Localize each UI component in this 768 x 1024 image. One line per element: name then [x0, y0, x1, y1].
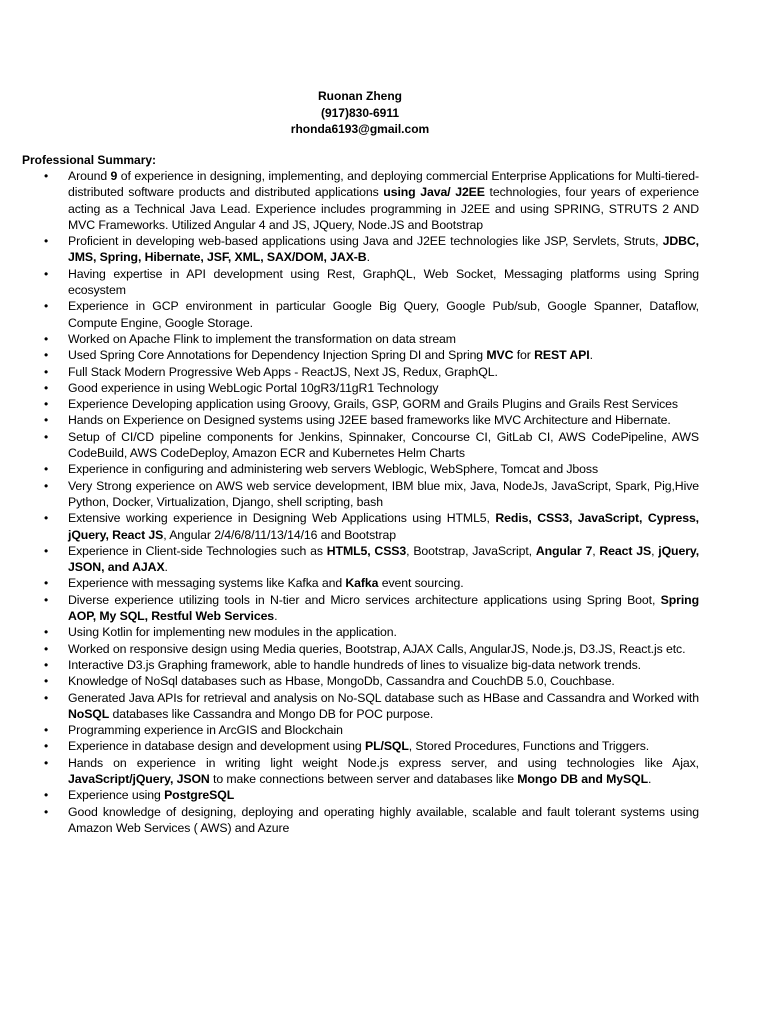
summary-item-text: , Bootstrap, JavaScript, — [406, 543, 536, 558]
summary-item-text: Hands on Experience on Designed systems using J2EE based frameworks like MVC Architecture and Hibernate. — [68, 413, 671, 428]
summary-item-bold-text: 9 — [110, 169, 118, 183]
summary-item-text: of experience in designing, implementing, and deploying commercial Enterprise Applications for Multi-tiered-distributed software products and distributed applications — [68, 169, 699, 200]
bullet-icon: • — [44, 169, 49, 183]
bullet-icon: • — [44, 462, 49, 477]
summary-item-text: , — [651, 543, 659, 558]
bullet-icon: • — [44, 641, 49, 656]
candidate-email: rhonda6193@gmail.com — [290, 122, 430, 136]
summary-item — [0, 298, 699, 331]
summary-item — [0, 380, 699, 396]
summary-item-text: Proficient in developing web-based applications using Java and J2EE technologies like JSP, Servlets, Struts, — [68, 234, 663, 249]
summary-item-bold-text: JDBC, JMS, Spring, Hibernate, JSF, XML, SAX/DOM, JAX-B — [68, 234, 699, 265]
summary-item — [0, 755, 699, 788]
summary-item-bold-text: jQuery, JSON, and AJAX — [68, 543, 700, 575]
summary-item-text: . — [164, 560, 168, 575]
summary-item-text: Full Stack Modern Progressive Web Apps - ReactJS, Next JS, Redux, GraphQL. — [68, 364, 498, 379]
summary-item-text: Generated Java APIs for retrieval and analysis on No-SQL database such as HBase and Cassandra and Worked with — [68, 690, 699, 705]
summary-item — [0, 575, 699, 591]
summary-item-text: Experience Developing application using Groovy, Grails, GSP, GORM and Grails Plugins and Grails Rest Services — [68, 397, 678, 412]
bullet-icon: • — [44, 364, 49, 379]
summary-item-text: Extensive working experience in Designing Web Applications using HTML5, — [68, 511, 496, 526]
summary-item-text: . — [589, 348, 593, 363]
summary-item — [0, 266, 699, 299]
summary-item-text: Hands on experience in writing light weight Node.js express server, and using technologies like Ajax, — [68, 755, 699, 770]
summary-item-text: Good experience in using WebLogic Portal 10gR3/11gR1 Technology — [68, 380, 439, 395]
summary-item-text: event sourcing. — [378, 576, 464, 591]
summary-item — [0, 331, 699, 347]
summary-item — [0, 429, 699, 462]
bullet-icon: • — [44, 299, 49, 314]
bullet-icon: • — [44, 234, 49, 249]
summary-item-text: Experience in configuring and administering web servers Weblogic, WebSphere, Tomcat and Jboss — [68, 462, 599, 477]
summary-item-bold-text: Mongo DB and MySQL — [517, 771, 648, 786]
bullet-icon: • — [44, 348, 49, 363]
summary-item-text: Very Strong experience on AWS web service development, IBM blue mix, Java, NodeJs, JavaScript, Spark, Pig,Hive Python, Docker, Virtualization, Django, shell scripting, bash — [68, 478, 699, 509]
summary-item-text: technologies, four years of experience acting as a Technical Java Lead. Experience includes programming in J2EE and using SPRING, STRUTS 2 AND MVC Frameworks. Utilized Angular 4 and JS, JQuery, Node.JS and Bootstrap — [68, 185, 699, 232]
summary-item — [0, 592, 699, 625]
summary-item — [0, 396, 699, 412]
summary-item — [0, 624, 699, 640]
bullet-icon: • — [44, 657, 49, 672]
summary-item-text: , — [592, 543, 600, 558]
summary-item-text: Diverse experience utilizing tools in N-tier and Micro services architecture applications using Spring Boot, — [68, 592, 661, 607]
summary-item-text: Worked on responsive design using Media queries, Bootstrap, AJAX Calls, AngularJS, Node.js, D3.JS, React.js etc. — [68, 641, 686, 656]
summary-item-text: Experience in database design and development using — [68, 739, 365, 754]
summary-item-text: to make connections between server and databases like — [209, 771, 518, 786]
section-title-professional-summary: Professional Summary: — [22, 153, 157, 167]
summary-item-text: Around — [68, 169, 111, 183]
bullet-icon: • — [44, 576, 49, 591]
summary-item — [0, 510, 699, 543]
bullet-icon: • — [44, 266, 49, 281]
summary-item-text: , Stored Procedures, Functions and Triggers. — [408, 739, 650, 754]
summary-item-bold-text: Spring AOP, My SQL, Restful Web Services — [68, 592, 699, 624]
summary-item-bold-text: HTML5, CSS3 — [326, 543, 407, 558]
bullet-icon: • — [44, 592, 49, 607]
bullet-icon: • — [44, 788, 49, 803]
bullet-icon: • — [44, 739, 49, 754]
bullet-icon: • — [44, 543, 49, 558]
summary-item-text: Programming experience in ArcGIS and Blockchain — [68, 723, 343, 738]
summary-item — [0, 347, 699, 363]
bullet-icon: • — [44, 511, 49, 526]
summary-item — [0, 722, 699, 738]
resume-header — [0, 88, 720, 138]
summary-item — [0, 478, 699, 511]
summary-item-bold-text: REST API — [534, 348, 590, 363]
summary-item-text: databases like Cassandra and Mongo DB for POC purpose. — [109, 706, 434, 721]
summary-item-bold-text: JavaScript/jQuery, JSON — [68, 771, 210, 786]
summary-item — [0, 461, 699, 477]
summary-item — [0, 543, 699, 576]
summary-item — [0, 641, 699, 657]
summary-item-text: for — [513, 348, 535, 363]
summary-item-text: . — [366, 250, 370, 265]
summary-item-text: , Angular 2/4/6/8/11/13/14/16 and Bootstrap — [163, 527, 396, 542]
bullet-icon: • — [44, 478, 49, 493]
summary-item-bold-text: NoSQL — [68, 706, 110, 721]
candidate-phone: (917)830-6911 — [320, 105, 400, 120]
bullet-icon: • — [44, 331, 49, 346]
summary-item-bold-text: PostgreSQL — [164, 788, 235, 803]
summary-item — [0, 804, 699, 837]
summary-item-bold-text: Kafka — [345, 576, 379, 591]
summary-item-text: Experience in Client-side Technologies such as — [68, 543, 327, 558]
bullet-icon: • — [44, 625, 49, 640]
summary-item — [0, 673, 699, 689]
bullet-icon: • — [44, 429, 49, 444]
summary-item-text: Used Spring Core Annotations for Dependency Injection Spring DI and Spring — [68, 348, 487, 363]
summary-item-bold-text: Angular 7 — [535, 543, 593, 558]
summary-item-text: Setup of CI/CD pipeline components for Jenkins, Spinnaker, Concourse CI, GitLab CI, AWS CodePipeline, AWS CodeBuild, AWS CodeDeploy, Amazon ECR and Kubernetes Helm Charts — [68, 429, 699, 461]
candidate-name: Ruonan Zheng — [318, 89, 402, 103]
summary-item-bold-text: MVC — [486, 348, 514, 363]
summary-item-text: . — [648, 771, 652, 786]
professional-summary-list — [0, 168, 700, 836]
summary-item — [0, 657, 699, 673]
summary-item-bold-text: React JS — [599, 543, 652, 558]
summary-item — [0, 233, 699, 266]
bullet-icon: • — [44, 804, 49, 819]
summary-item — [0, 787, 699, 803]
summary-item-bold-text: using Java/ J2EE — [383, 185, 485, 200]
summary-item-bold-text: PL/SQL — [364, 739, 409, 754]
summary-item — [0, 690, 699, 723]
bullet-icon: • — [44, 674, 49, 689]
bullet-icon: • — [44, 413, 49, 428]
summary-item — [0, 412, 699, 428]
summary-item-text: Having expertise in API development using Rest, GraphQL, Web Socket, Messaging platforms using Spring ecosystem — [68, 266, 699, 298]
summary-item — [0, 364, 699, 380]
summary-item — [0, 738, 699, 754]
bullet-icon: • — [44, 755, 49, 770]
summary-item-text: Experience in GCP environment in particular Google Big Query, Google Pub/sub, Google Spanner, Dataflow, Compute Engine, Google Storage. — [68, 299, 699, 330]
bullet-icon: • — [44, 690, 49, 705]
summary-item-text: Experience with messaging systems like Kafka and — [68, 576, 346, 591]
bullet-icon: • — [44, 723, 49, 738]
bullet-icon: • — [44, 380, 49, 395]
summary-item-text: Knowledge of NoSql databases such as Hbase, MongoDb, Cassandra and CouchDB 5.0, Couchbase. — [68, 674, 615, 689]
summary-item-text: Worked on Apache Flink to implement the transformation on data stream — [68, 331, 456, 346]
summary-item-text: Interactive D3.js Graphing framework, able to handle hundreds of lines to visualize big-data network trends. — [68, 657, 641, 672]
summary-item-text: Good knowledge of designing, deploying and operating highly available, scalable and fault tolerant systems using Amazon Web Services ( AWS) and Azure — [68, 804, 699, 835]
summary-item-bold-text: Redis, CSS3, JavaScript, Cypress, jQuery, React JS — [68, 511, 699, 542]
summary-item-text: Experience using — [68, 788, 165, 803]
summary-item-text: . — [274, 609, 278, 624]
summary-item-text: Using Kotlin for implementing new modules in the application. — [68, 625, 397, 640]
summary-item — [0, 168, 699, 233]
bullet-icon: • — [44, 397, 49, 412]
